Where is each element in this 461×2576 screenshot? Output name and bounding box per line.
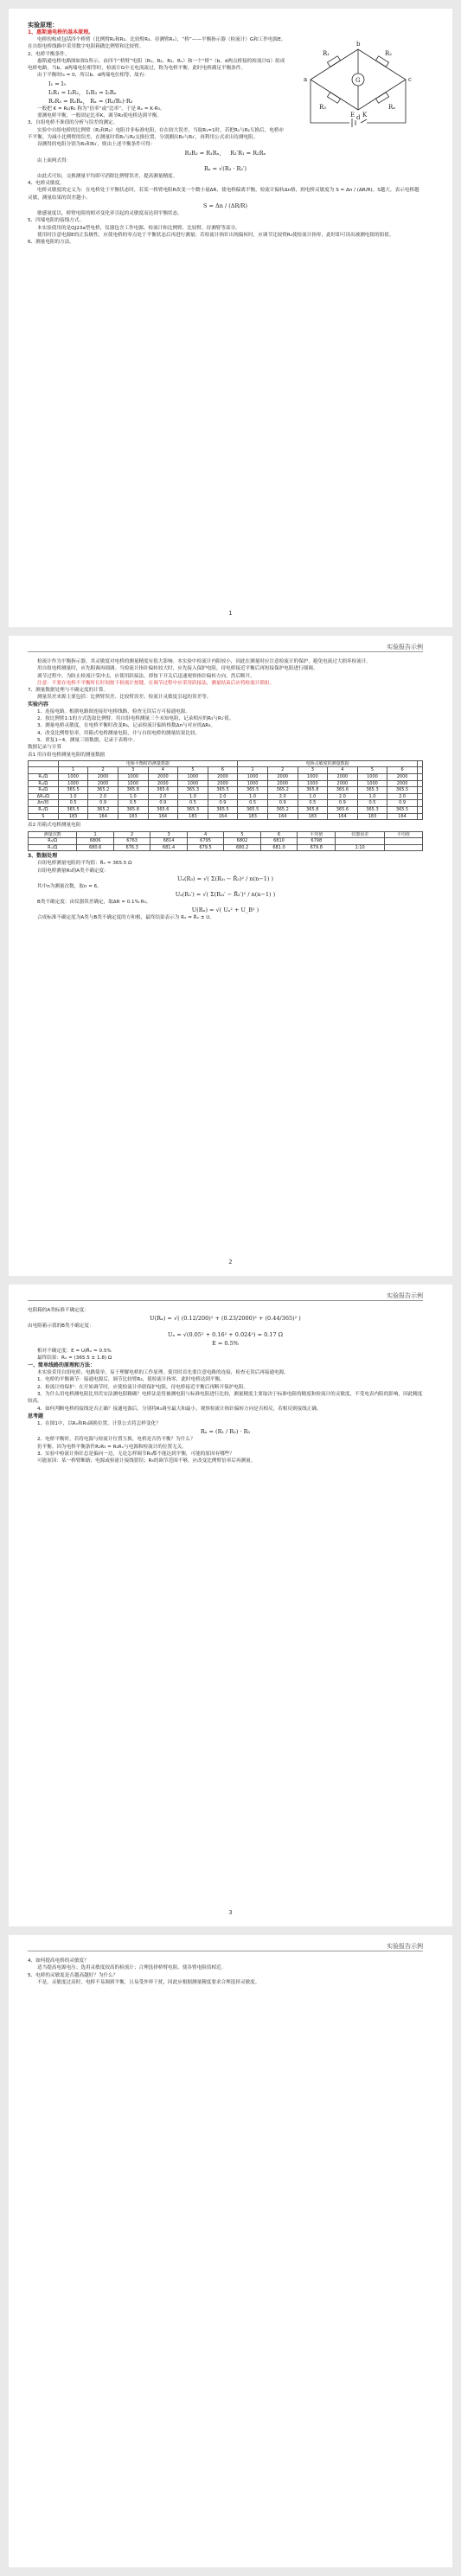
equation: I₁ = I₃ — [48, 80, 66, 87]
table-cell: 0.9 — [148, 800, 178, 807]
table-cell — [417, 774, 422, 781]
table-cell: 365.5 — [238, 787, 268, 794]
table-cell: 3 — [298, 767, 328, 774]
table-cell: 365.2 — [88, 787, 118, 794]
warning-text: 注意：不要在电桥不平衡时长时间按下检流计按键，在调节过程中应采用跃接法，测量结束后应将检流计锁扣。 — [37, 680, 275, 686]
table-cell: 1000 — [58, 774, 88, 781]
table-cell: 2000 — [148, 780, 178, 787]
answer: 适当提高电源电压；选用灵敏度较高的检流计；合理选择桥臂电阻，使各臂电阻值相近。 — [37, 1965, 227, 1971]
table-title: 数据记录与计算 — [28, 745, 62, 751]
table-cell: 679.8 — [298, 844, 336, 851]
table-cell: 6810 — [260, 838, 297, 845]
subsection-title: 3、数据处理 — [28, 853, 58, 860]
question: 4、如何提高电桥的灵敏度？ — [28, 1958, 89, 1964]
paragraph: 由上面两式得： — [37, 157, 72, 163]
paragraph: 要测电桥平衡，一般固定比率K，调节R₃使电桥达到平衡。 — [37, 113, 163, 119]
table-cell: 2.0 — [88, 793, 118, 800]
paragraph: 1、电桥的平衡调节：接通电源后，调节比较臂R₃，使检流计指零，此时电桥达到平衡。 — [37, 1377, 225, 1383]
paragraph: 用自组电桥测量时，应先粗调再细调。当检流计指针偏转较大时，应先接入保护电阻，待电桥接近平衡后再短接保护电阻进行细调。 — [37, 666, 318, 672]
paragraph: 6、测量电阻的方法。 — [28, 240, 74, 246]
table-cell: 6763 — [113, 838, 150, 845]
table-cell: R₃/Ω — [29, 838, 77, 845]
table-cell: 1.0 — [298, 793, 328, 800]
table-cell: 0.9 — [267, 800, 298, 807]
table-cell: 1000 — [298, 780, 328, 787]
table-cell: 164 — [88, 813, 118, 820]
table-row — [29, 844, 423, 851]
step-item: 3、测量电桥灵敏度。在电桥平衡时改变R₃，记录检流计偏转格数Δn与对应的ΔR₃。 — [37, 723, 216, 729]
paragraph: 检流计作为平衡指示器，其灵敏度对电桥的测量精度有很大影响。本实验中检流计内阻较小，因此在测量时应注意检流计的保护，避免电流过大损坏检流计。 — [37, 659, 371, 664]
table-group-header: 电桥灵敏度的测量数据 — [238, 760, 418, 767]
table-cell: 183 — [357, 813, 387, 820]
label-node-b: b — [356, 41, 361, 48]
table-cell: 1000 — [238, 780, 268, 787]
table-cell: 1:10 — [336, 844, 384, 851]
table-cell: 183 — [58, 813, 88, 820]
step-item: 5、重复1~4，测量三组数据，记录于表格中。 — [37, 737, 138, 743]
table-cell: 365.6 — [328, 807, 358, 814]
paragraph: 最终结果：Rₓ = (365.5 ± 1.8) Ω — [37, 1355, 112, 1361]
table-row — [29, 813, 423, 820]
table-group-header: 电桥平衡时的测量数据 — [58, 760, 238, 767]
table-row — [29, 780, 423, 787]
table-row — [29, 793, 423, 800]
table-cell — [336, 838, 384, 845]
table-cell: 1.0 — [118, 793, 148, 800]
table-cell: 2000 — [387, 780, 418, 787]
table-cell: 365.6 — [328, 787, 358, 794]
equation: E = 0.5% — [212, 1339, 239, 1347]
table-cell: 2.0 — [208, 793, 238, 800]
table-cell: 680.2 — [224, 844, 260, 851]
paragraph: 5、四端电阻的接线方式。 — [28, 218, 85, 224]
page-1-content — [28, 21, 423, 247]
steps-title: 实验内容 — [28, 701, 49, 708]
table-cell: 2000 — [267, 774, 298, 781]
page-3-content — [28, 1307, 423, 1464]
paragraph: 相对不确定度：E = U/R̄ₓ = 0.5% — [37, 1348, 112, 1354]
table-cell: 365.8 — [118, 787, 148, 794]
table-cell: 6806 — [77, 838, 113, 845]
table-cell: 365.5 — [58, 807, 88, 814]
table-cell: 0.5 — [357, 800, 387, 807]
document-page-2 — [9, 636, 452, 1276]
equation: Rₓ = (R₁ / R₂) · R₃ — [200, 1428, 251, 1436]
page-4-content — [28, 1958, 423, 1986]
table-cell — [417, 780, 422, 787]
paragraph: 由此式可知，交换测量平均即可消除比例臂误差，提高测量精度。 — [37, 173, 178, 179]
table-cell: 1 — [77, 831, 113, 838]
table-cell: 365.5 — [387, 787, 418, 794]
table-row — [29, 831, 423, 838]
table-cell: 5 — [357, 767, 387, 774]
equation: Uₓ = √(0.05² + 0.16² + 0.024²) = 0.17 Ω — [167, 1330, 284, 1338]
table-row — [29, 787, 423, 794]
equation: Rₓ = √(R₃ · R₃′) — [203, 164, 247, 172]
table-cell — [417, 807, 422, 814]
table-cell — [384, 838, 422, 845]
table-cell: 6814 — [150, 838, 187, 845]
table-cell: 2000 — [148, 774, 178, 781]
question: 3、实验中检流计指针总是偏向一边，无论怎样调节R₃都不能达到平衡，可能的原因有哪些？ — [37, 1451, 234, 1457]
header-rule — [28, 651, 423, 652]
table-cell: 1 — [58, 767, 88, 774]
table-cell: 365.6 — [148, 807, 178, 814]
label-node-a: a — [304, 76, 308, 83]
table-cell: 365.5 — [208, 787, 238, 794]
page-number: 2 — [228, 1259, 233, 1266]
table-cell: 6 — [260, 831, 297, 838]
table-cell: 平均值 — [298, 831, 336, 838]
table-cell: 1.0 — [357, 793, 387, 800]
section-title: 实验原理： — [28, 22, 58, 29]
table-cell — [417, 793, 422, 800]
document-page-1 — [9, 9, 452, 627]
table-cell: 3 — [118, 767, 148, 774]
paragraph: 由电阻箱示值的B类不确定度： — [28, 1323, 94, 1330]
page-header: 实验报告示例 — [387, 1292, 423, 1299]
table-cell: Rₓ/Ω — [29, 807, 59, 814]
table-cell: 2000 — [328, 774, 358, 781]
table-cell: 0.5 — [178, 800, 208, 807]
table-cell: 0.5 — [298, 800, 328, 807]
label-node-c: c — [408, 76, 412, 83]
paragraph: 电阻箱的A类标准不确定度： — [28, 1308, 89, 1313]
table-cell — [417, 760, 422, 767]
paragraph: 合成标准不确定度为A类与B类不确定度的方和根，最终结果表示为 Rₓ = R̄ₓ ± U。 — [37, 915, 214, 921]
table-cell: ΔR₃/Ω — [29, 793, 59, 800]
table-cell: 679.5 — [187, 844, 223, 851]
paragraph: 调节过程中，为防止检流计受冲击，应使用跃接法，即按下开关后迅速观察指针偏转方向，然后断开。 — [37, 673, 255, 679]
page-header: 实验报告示例 — [387, 644, 423, 650]
table-cell: 2000 — [88, 774, 118, 781]
table-cell: 164 — [267, 813, 298, 820]
table-cell: 365.5 — [58, 787, 88, 794]
table-cell: 2 — [267, 767, 298, 774]
paragraph: 本实验采用自组电桥，电路简单，易于理解电桥的工作原理。使用时首先要注意电路的连接，检查无误后再接通电源。 — [37, 1370, 289, 1376]
table-cell: 681.4 — [150, 844, 187, 851]
label-r1: R₁ — [323, 50, 330, 57]
paragraph: 自组电桥测量R₃的A类不确定度： — [37, 868, 109, 874]
table-cell: 2000 — [267, 780, 298, 787]
paragraph: 由于平衡时I₀ = 0，所以b、d两端电位相等，故有： — [37, 73, 150, 79]
table-cell: 365.5 — [238, 807, 268, 814]
table-cell: 365.6 — [148, 787, 178, 794]
table-cell: 365.8 — [298, 787, 328, 794]
table-cell: 2.0 — [148, 793, 178, 800]
paragraph: 电桥的构成包括四个桥臂（比例臂R₁和R₂、比较臂R₃、待测臂Rₓ），“桥”——平衡指示器（检流计）G和工作电源E。在自组电桥线路中采用数字电阻箱做比例臂和比较臂。 — [28, 37, 286, 50]
table-cell: 1 — [238, 767, 268, 774]
equation: Uₐ(R₃′) = √( Σ(R₃ᵢ′ − R̄₃′)² / n(n−1) ) — [175, 891, 276, 899]
table-cell — [29, 767, 59, 774]
table-cell: 4 — [148, 767, 178, 774]
paragraph: 3、为什么用电桥测电阻比用伏安法测电阻精确？电桥法是将被测电阻与标准电阻进行比较，测量精度主要取决于标准电阻的精度和检流计的灵敏度，不受电表内阻的影响，因此精度较高。 — [28, 1392, 423, 1405]
table-cell: 365.2 — [88, 807, 118, 814]
table-cell: 365.5 — [387, 807, 418, 814]
table-cell: 3 — [150, 831, 187, 838]
table-cell: Rₓ/Ω — [29, 844, 77, 851]
table-cell: 183 — [298, 813, 328, 820]
table-cell: 365.8 — [118, 807, 148, 814]
table-cell — [417, 787, 422, 794]
paragraph: 其中n为测量次数，取n = 6。 — [37, 883, 102, 889]
equation: S = Δn / (ΔR/R) — [203, 202, 247, 210]
paragraph: 实验中自组电桥的比例臂（R₁和R₂）电阻并非标准电阻，存在较大误差，当取R₁=1时，若把R₁与R₂互换后，电桥亦不平衡。为减小比例臂的误差，在测量时将R₁与R₂交换位置，分别测出R₃与R₃′，再利用公式求出待测电阻。 — [28, 127, 285, 140]
table-row — [29, 807, 423, 814]
table-cell: 680.6 — [77, 844, 113, 851]
table-cell: 测量次数 — [29, 831, 77, 838]
table-cell: 365.3 — [357, 807, 387, 814]
table-cell: R₃/Ω — [29, 787, 59, 794]
table-cell: 0.9 — [208, 800, 238, 807]
table-cell: 164 — [328, 813, 358, 820]
paragraph: 使用时注意电源E的正负极性，应使电桥的零点处于平衡状态后再进行测量；若检流计指针出现偏转时，应调节比较臂R₃使检流计指零，此时即可读出被测电阻的阻值。 — [37, 232, 394, 238]
table-cell: 4 — [328, 767, 358, 774]
table-cell: 2000 — [208, 774, 238, 781]
table-cell: 365.3 — [178, 807, 208, 814]
table-row — [29, 800, 423, 807]
table-cell: 6802 — [224, 838, 260, 845]
paragraph: 设测得的电阻分别为R₃和R₃′，则由上述平衡条件可得： — [37, 142, 156, 148]
table-cell: 365.2 — [267, 807, 298, 814]
table-cell: 0.9 — [88, 800, 118, 807]
table-cell: 平均值 — [384, 831, 422, 838]
table-cell: 676.3 — [113, 844, 150, 851]
table-cell: R₂/Ω — [29, 780, 59, 787]
label-r3: R₃ — [319, 104, 327, 111]
equation: R₃R₂ = R₁Rₓ， R₃′R₁ = R₂Rₓ — [184, 149, 266, 157]
paragraph: 4、如何判断电桥的接线是否正确？接通电源后，分别将R₃调至最大和最小，观察检流计指针偏转方向是否相反，若相反则接线正确。 — [37, 1406, 322, 1412]
equation: Uₐ(R₃) = √( Σ(R₃ᵢ − R̄₃)² / n(n−1) ) — [177, 875, 273, 882]
questions-title: 思考题 — [28, 1413, 44, 1419]
table-cell: 1000 — [238, 774, 268, 781]
page-number: 3 — [228, 1909, 233, 1916]
table-cell: 1.0 — [238, 793, 268, 800]
label-switch: K — [362, 112, 368, 119]
paragraph: 4、电桥灵敏度。 — [28, 181, 65, 187]
table-cell — [417, 767, 422, 774]
document-page-3 — [9, 1285, 452, 1926]
table-row — [29, 767, 423, 774]
table-cell: 1000 — [58, 780, 88, 787]
table-cell: S — [29, 813, 59, 820]
table-cell: 365.2 — [267, 787, 298, 794]
table-cell: 6 — [208, 767, 238, 774]
paragraph: 2、检流计的保护：在开始调节时，应使检流计串联保护电阻，待电桥接近平衡后再断开保护电阻。 — [37, 1384, 249, 1390]
label-node-d: d — [356, 114, 361, 121]
table-cell: 164 — [148, 813, 178, 820]
label-r2: R₂ — [385, 50, 393, 57]
paragraph: 自组电桥测量电阻的平均值：R̄ₓ = 365.5 Ω — [37, 861, 132, 867]
paragraph: 3、自组电桥不准值的分析与误差的测定。 — [28, 120, 118, 126]
table-caption: 表1 用自组电桥测量电阻的测量数据 — [28, 752, 106, 758]
table-cell: 0.9 — [328, 800, 358, 807]
table-cell: 1000 — [178, 774, 208, 781]
table-cell: 仪器误差 — [336, 831, 384, 838]
table-cell: 365.5 — [208, 807, 238, 814]
paragraph: 本实验使用的是QJ23a型电桥，仪器包含工作电源、检流计和比例臂、比较臂、待测臂等部分。 — [37, 225, 240, 231]
table-cell: 681.0 — [260, 844, 297, 851]
data-table-2 — [28, 831, 423, 852]
table-cell: 1000 — [357, 774, 387, 781]
table-cell: 1.0 — [58, 793, 88, 800]
table-cell: Δn/格 — [29, 800, 59, 807]
paragraph: 电桥灵敏度的定义为：在电桥处于平衡状态时，若某一桥臂电阻R改变一个微小量ΔR，使电桥偏离平衡，检流计偏转Δn格，则电桥灵敏度为 S = Δn / (ΔR/R)。S越大，表示电桥越灵敏，测量结果的误差越小。 — [28, 188, 419, 201]
table-cell: 1000 — [118, 774, 148, 781]
paragraph: B类不确定度：由仪器误差确定，取ΔR = 0.1%·R₃。 — [37, 900, 151, 906]
table-cell: 2.0 — [387, 793, 418, 800]
table-cell: 1000 — [178, 780, 208, 787]
table-cell: 5 — [178, 767, 208, 774]
table-cell: 183 — [178, 813, 208, 820]
table-cell: 6795 — [187, 838, 223, 845]
table-cell: 2000 — [88, 780, 118, 787]
table-cell: 2 — [113, 831, 150, 838]
table-cell — [29, 760, 59, 767]
equation: U(Rₓ) = √( Uₐ² + U_B² ) — [191, 907, 259, 914]
paragraph: 一般把 K = R₂/R₁ 称为“倍率”或“比率”，于是 Rₓ = K·R₃。 — [37, 106, 165, 112]
table-cell: 1.0 — [178, 793, 208, 800]
table-cell: 2 — [88, 767, 118, 774]
paragraph: 测量误差来源主要包括：比例臂误差、比较臂误差、检流计灵敏度引起的误差等。 — [37, 695, 212, 701]
table-cell: 1000 — [118, 780, 148, 787]
table-cell: 2000 — [208, 780, 238, 787]
table-cell: 5 — [224, 831, 260, 838]
table-cell: 365.8 — [298, 807, 328, 814]
table-cell: 164 — [208, 813, 238, 820]
table-cell: 2000 — [387, 774, 418, 781]
label-rx: Rₓ — [388, 104, 396, 111]
section-subtitle: 1、惠斯通电桥的基本原理。 — [28, 29, 94, 35]
table-cell: 2.0 — [267, 793, 298, 800]
table-cell: 6 — [387, 767, 418, 774]
step-item: 1、连接电路。根据电路图连接好电桥线路，检查无误后方可接通电源。 — [37, 708, 190, 714]
equation: I₁R₁ = I₂R₂， I₁R₃ = I₂Rₓ — [48, 88, 117, 96]
paragraph: 惠斯通电桥电路图如图1所示。由四个“桥臂”电阻（R₁、R₂、R₃、Rₓ）和一个“桥”（b、d两点桥接的检流计G）组成电桥电路。当b、d两端电位相等时，检流计G中无电流流过，称为电桥平衡。此时电桥满足平衡条件。 — [28, 58, 285, 72]
table-cell: 0.5 — [58, 800, 88, 807]
paragraph: 敏感量度以，桥臂电阻的相对变化率引起的灵敏度而达到平衡状态。 — [37, 211, 182, 217]
step-item: 4、改变比例臂倍率，用箱式电桥测量电阻，并与自组电桥的测量结果比较。 — [37, 730, 201, 736]
table-cell: 6798 — [298, 838, 336, 845]
answer: 可能原因：某一桥臂断路；电源或检流计接线错误；R₃的调节范围不够，应改变比例臂倍率后再测量。 — [37, 1458, 256, 1464]
table-cell: 183 — [118, 813, 148, 820]
answer: 仍平衡。因为电桥平衡条件R₁R₃ = R₂Rₓ与电源和检流计的位置无关。 — [37, 1444, 187, 1450]
label-source: E — [350, 112, 355, 119]
equation: U(Rₓ) = √( (0.12/200)² + (0.23/2000)² + (0.44/365)² ) — [150, 1315, 301, 1323]
table-cell: 365.3 — [178, 787, 208, 794]
section-title: 一、简单线路的原理和方法： — [28, 1362, 96, 1369]
question: 1、在图1中，以Rₓ和R₃调换位置，计算公式将怎样变化？ — [37, 1420, 161, 1426]
table-row — [29, 838, 423, 845]
data-table-1 — [28, 760, 423, 820]
table-cell: 164 — [387, 813, 418, 820]
table-cell — [417, 800, 422, 807]
page-header: 实验报告示例 — [387, 1943, 423, 1950]
table-cell: 1000 — [298, 774, 328, 781]
question: 2、电桥平衡时，若将电源与检流计位置互换，电桥是否仍平衡？为什么？ — [37, 1437, 195, 1443]
question: 5、电桥的灵敏度是否越高越好？为什么？ — [28, 1972, 118, 1978]
label-galvanometer: G — [355, 77, 361, 84]
table-cell — [417, 813, 422, 820]
table-cell: 4 — [187, 831, 223, 838]
page-2-content — [28, 658, 423, 922]
table-caption: 表2 用箱式电桥测量电阻 — [28, 823, 81, 829]
page-number: 1 — [228, 610, 233, 617]
document-page-4 — [9, 1935, 452, 2567]
table-cell: 2.0 — [328, 793, 358, 800]
table-cell: R₁/Ω — [29, 774, 59, 781]
paragraph: 2、电桥平衡条件。 — [28, 51, 70, 57]
table-cell: 0.5 — [238, 800, 268, 807]
table-cell: 0.9 — [387, 800, 418, 807]
header-rule — [28, 1300, 423, 1301]
table-cell: 365.3 — [357, 787, 387, 794]
equation: R₁R₃ = R₂Rₓ， Rₓ = (R₂/R₁)·R₃ — [48, 97, 133, 105]
paragraph: 7、测量数据处理与不确定度的计算。 — [28, 688, 109, 694]
step-item: 2、按比例臂1:1的方式选取比例臂，用自组电桥测量三个未知电阻，记录相应的R₃与R₃′值。 — [37, 716, 234, 722]
bridge-circuit-diagram — [293, 36, 423, 131]
table-cell: 1000 — [357, 780, 387, 787]
table-cell: 183 — [238, 813, 268, 820]
table-cell: 0.5 — [118, 800, 148, 807]
answer: 不是。灵敏度过高时，电桥不易调到平衡，且易受外界干扰，因此应根据测量精度要求合理选择灵敏度。 — [37, 1979, 260, 1985]
table-cell — [384, 844, 422, 851]
table-cell: 2000 — [328, 780, 358, 787]
table-row — [29, 774, 423, 781]
